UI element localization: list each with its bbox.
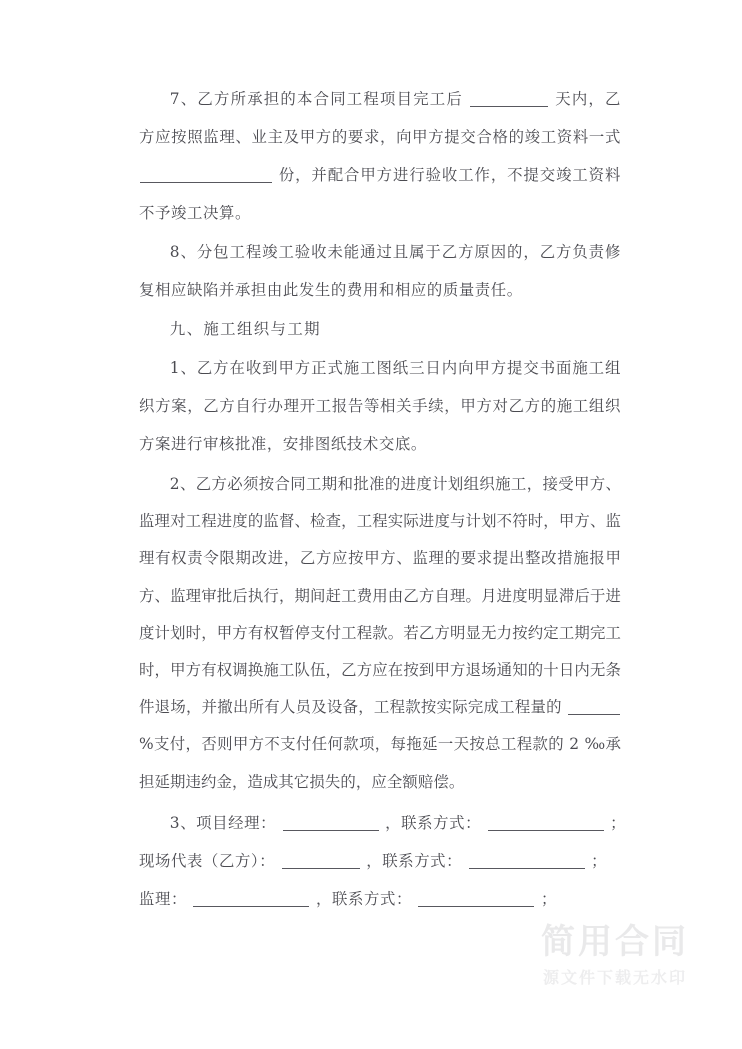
section-nine-heading (139, 310, 621, 348)
section-nine-item-2-paragraph (139, 466, 621, 801)
supervisor-name-blank[interactable] (193, 906, 309, 907)
section-nine-item-2-text-part-1: 2、乙方必须按合同工期和批准的进度计划组织施工，接受甲方、监理对工程进度的监督、检查，工程实际进度与计划不符时，甲方、监理有权责令限期改进，乙方应按甲方、监理的要求提出整改措施报甲方、监理审批后执行，期间赶工费用由乙方自理。月进度明显滞后于进度计划时，甲方有权暂停支付工程款。若乙方明显无力按约定工期完工时，甲方有权调换施工队伍，乙方应在按到甲方退场通知的十日内无条件退场，并撤出所有人员及设备，工程款按实际完成工程量的 (139, 475, 621, 717)
clause-8-text: 8、分包工程竣工验收未能通过且属于乙方原因的，乙方负责修复相应缺陷并承担由此发生的费用和相应的质量责任。 (139, 243, 621, 299)
supervisor-terminator: ； (540, 889, 557, 908)
site-representative-label: 现场代表（乙方）： (139, 851, 276, 870)
clause-7-paragraph (139, 80, 621, 232)
document-body (139, 80, 627, 918)
site-representative-row (139, 842, 621, 880)
site-representative-separator: ，联系方式： (366, 851, 463, 870)
watermark-sub-text: 源文件下载无水印 (542, 967, 687, 987)
site-representative-terminator: ； (591, 851, 608, 870)
project-manager-name-blank[interactable] (283, 830, 379, 831)
project-manager-terminator: ； (610, 813, 627, 832)
clause-8-paragraph (139, 233, 621, 309)
section-nine-heading-text: 九、施工组织与工期 (169, 320, 321, 338)
site-representative-contact-blank[interactable] (469, 868, 585, 869)
watermark-main-text: 简用合同 (541, 922, 689, 962)
section-nine-item-1-text: 1、乙方在收到甲方正式施工图纸三日内向甲方提交书面施工组织方案，乙方自行办理开工报告等相关手续，甲方对乙方的施工组织方案进行审核批准，安排图纸技术交底。 (139, 359, 621, 453)
supervisor-label: 监理： (139, 889, 187, 908)
completion-days-blank[interactable] (470, 106, 548, 107)
supervisor-contact-blank[interactable] (418, 906, 534, 907)
watermark (500, 922, 730, 988)
clause-7-text-part-1: 7、乙方所承担的本合同工程项目完工后 (169, 90, 463, 108)
contact-block (139, 804, 627, 918)
project-manager-label: 3、项目经理： (169, 813, 277, 832)
document-copies-blank[interactable] (140, 182, 272, 183)
project-manager-row (139, 804, 627, 842)
payment-percentage-blank[interactable] (568, 714, 620, 715)
supervisor-separator: ，联系方式： (315, 889, 412, 908)
clause-7-text-part-2: 天内，乙方应按照监理、业主及甲方的要求，向甲方提交合格的竣工资料一式 (139, 90, 622, 146)
section-nine-item-1-paragraph (139, 349, 621, 463)
section-nine-item-2-text-part-2: %支付，否则甲方不支付任何款项，每拖延一天按总工程款的 2 ‰承担延期违约金，造成其它损失的，应全额赔偿。 (139, 735, 621, 791)
project-manager-separator: ，联系方式： (385, 813, 482, 832)
clause-7-text-part-3: 份，并配合甲方进行验收工作，不提交竣工资料不予竣工决算。 (139, 166, 621, 222)
site-representative-name-blank[interactable] (282, 868, 360, 869)
supervisor-row (139, 880, 621, 918)
project-manager-contact-blank[interactable] (488, 830, 604, 831)
